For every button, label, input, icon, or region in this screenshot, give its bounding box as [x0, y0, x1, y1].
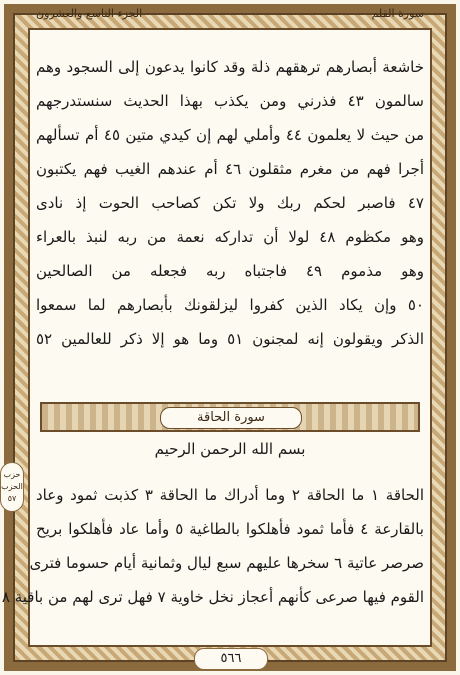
- text-line: الذكر ويقولون إنه لمجنون ٥١ وما هو إلا ذكر للعالمين ٥٢: [36, 330, 425, 348]
- text-line: سالمون ٤٣ فذرني ومن يكذب بهذا الحديث سنستدرجهم: [36, 92, 424, 110]
- surah-title-header: سورة القلم: [371, 7, 424, 20]
- juz-title: الجزء التاسع والعشرون: [36, 7, 143, 20]
- hizb-marker: [0, 462, 24, 512]
- text-line: خاشعة أبصارهم ترهقهم ذلة وقد كانوا يدعون إلى السجود وهم: [36, 58, 424, 76]
- text-line: صرصر عاتية ٦ سخرها عليهم سبع ليال وثمانية أيام حسوما فترى: [29, 554, 424, 572]
- hizb-number: ٥٧: [7, 494, 17, 503]
- text-line: أجرا فهم من مغرم مثقلون ٤٦ أم عندهم الغيب فهم يكتبون: [36, 160, 424, 178]
- text-line: ٥٠ وإن يكاد الذين كفروا ليزلقونك بأبصارهم لما سمعوا: [36, 296, 424, 314]
- hizb-sub: الحزب: [1, 482, 23, 491]
- text-line: وهو مذموم ٤٩ فاجتباه ربه فجعله من الصالحين: [36, 262, 424, 280]
- surah-banner: [40, 402, 420, 432]
- text-line: من حيث لا يعلمون ٤٤ وأملي لهم إن كيدي متين ٤٥ أم تسألهم: [36, 126, 424, 144]
- page-header: [26, 6, 434, 26]
- text-line: الحاقة ١ ما الحاقة ٢ وما أدراك ما الحاقة ٣ كذبت ثمود وعاد: [36, 486, 424, 504]
- text-line: ٤٧ فاصبر لحكم ربك ولا تكن كصاحب الحوت إذ نادى: [36, 194, 424, 212]
- page-number: ٥٦٦: [194, 648, 268, 670]
- surah-banner-title: سورة الحاقة: [160, 407, 302, 429]
- text-line: القوم فيها صرعى كأنهم أعجاز نخل خاوية ٧ فهل ترى لهم من باقية ٨: [1, 588, 424, 606]
- text-line: بالقارعة ٤ فأما ثمود فأهلكوا بالطاغية ٥ وأما عاد فأهلكوا بريح: [36, 520, 424, 538]
- hizb-label: حزب: [3, 470, 21, 479]
- basmala: بسم الله الرحمن الرحيم: [154, 440, 306, 458]
- text-line: وهو مكظوم ٤٨ لولا أن تداركه نعمة من ربه لنبذ بالعراء: [36, 228, 424, 246]
